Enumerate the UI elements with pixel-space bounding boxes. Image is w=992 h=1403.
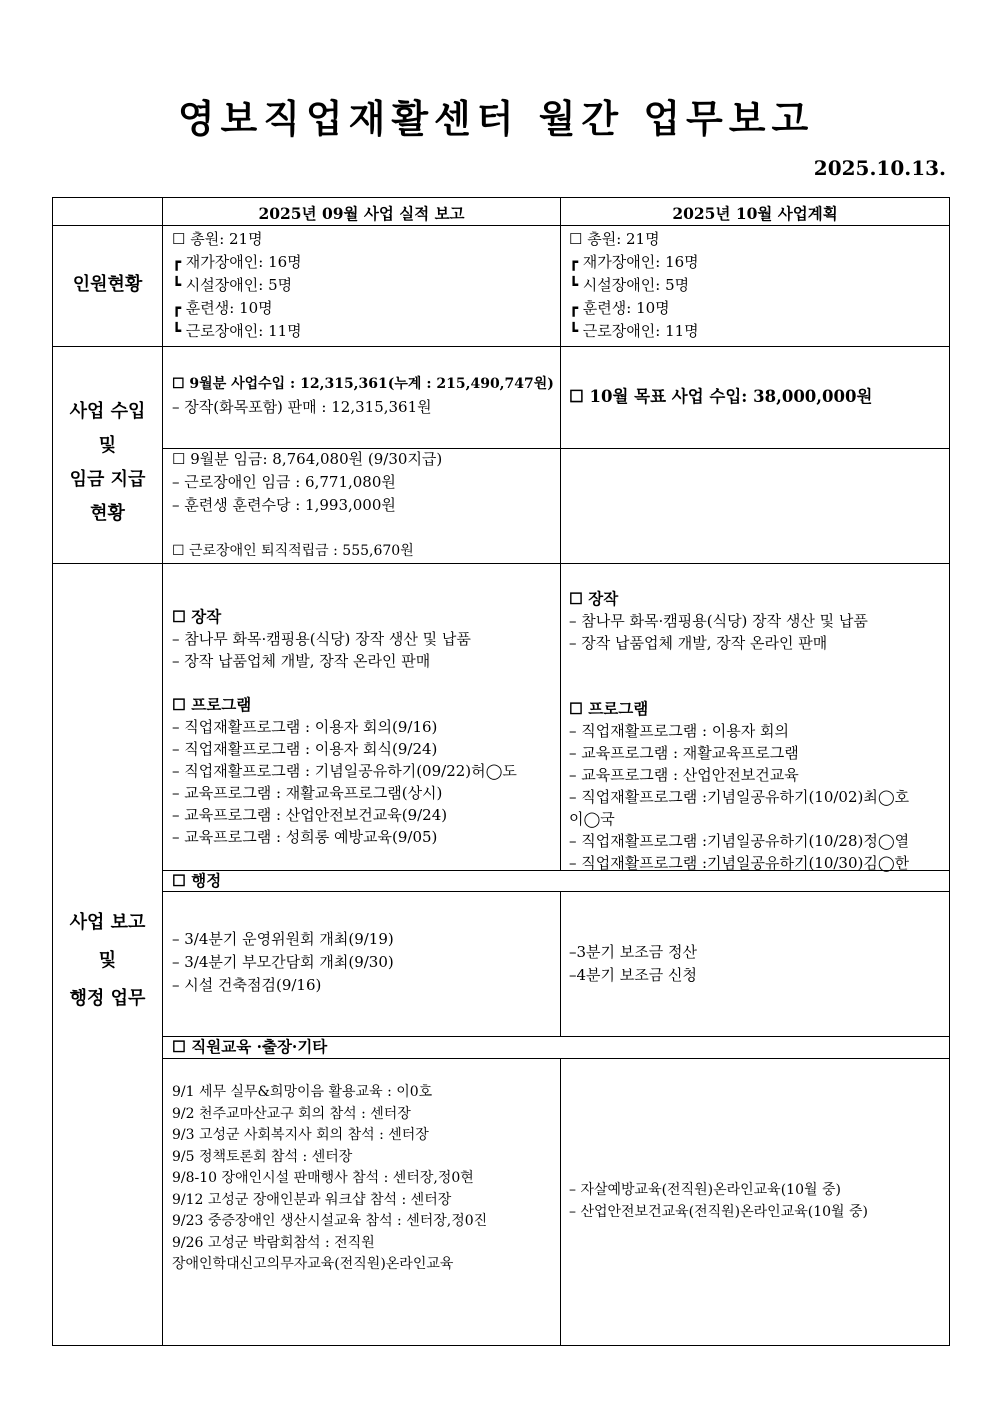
staff-october: ☐ 총원: 21명 ┏ 재가장애인: 16명 ┗ 시설장애인: 5명 ┏ 훈련생: 10명 ┗ 근로장애인: 11명 (569, 230, 699, 340)
training-october: – 자살예방교육(전직원)온라인교육(10월 중) – 산업안전보건교육(전직원)온라인교육(10월 중) (569, 1182, 868, 1220)
wages-september: ☐ 9월분 임금: 8,764,080원 (9/30지급) – 근로장애인 임금 : 6,771,080원 – 훈련생 훈련수당 : 1,993,000원 ☐ 근로장애인 퇴직적립금 : 555,670원 (172, 450, 443, 559)
revenue-target-october: ☐ 10월 목표 사업 수입: 38,000,000원 (569, 387, 873, 406)
column-divider (560, 1058, 561, 1345)
admin-september: – 3/4분기 운영위원회 개최(9/19) – 3/4분기 부모간담회 개최(9/30) – 시설 건축점검(9/16) (172, 930, 394, 994)
column-divider (560, 198, 561, 870)
training-september: 9/1 세무 실무&희망이음 활용교육 : 이0호 9/2 천주교마산교구 회의 참석 : 센터장 9/3 고성군 사회복지사 회의 참석 : 센터장 9/5 정책토론회 참석 : 센터장 9/8-10 장애인시설 판매행사 참석 : 센터장,정0현 9/12 고성군 장애인분과 워크샵 참석 : 센터장 9/23 중증장애인 생산시설교육 참석 : 센터장,정0진 9/26 고성군 박람회참석 : 전직원 장애인학대신고의무자교육(전직원)온라인교육 (172, 1084, 488, 1272)
label-staff: 인원현황 (72, 274, 143, 295)
staff-september: ☐ 총원: 21명 ┏ 재가장애인: 16명 ┗ 시설장애인: 5명 ┏ 훈련생: 10명 ┗ 근로장애인: 11명 (172, 230, 302, 340)
label-business: 사업 보고 및 행정 업무 (69, 912, 146, 1009)
report-date: 2025.10.13. (813, 156, 946, 180)
row-divider (53, 225, 949, 226)
column-divider (560, 891, 561, 1036)
revenue-september: ☐ 9월분 사업수입 : 12,315,361(누계 : 215,490,747원) – 장작(화목포함) 판매 : 12,315,361원 (172, 376, 554, 416)
business-september: ☐ 장작 – 참나무 화목·캠핑용(식당) 장작 생산 및 납품 – 장작 납품업체 개발, 장작 온라인 판매 ☐ 프로그램 – 직업재활프로그램 : 이용자 회의(9/16) – 직업재활프로그램 : 이용자 회식(9/24) – 직업재활프로그램 : 기념일공유하기(09/22)허◯도 – 교육프로그램 : 재활교육프로그램(상시) – 교육프로그램 : 산업안전보건교육(9/24) – 교육프로그램 : 성희롱 예방교육(9/05) (172, 607, 517, 846)
admin-october: –3분기 보조금 정산 –4분기 보조금 신청 (569, 943, 698, 984)
row-divider (163, 891, 949, 892)
training-section-title: ☐ 직원교육 ·출장·기타 (172, 1037, 328, 1056)
row-divider (53, 346, 949, 347)
report-table (52, 197, 950, 1346)
header-september: 2025년 09월 사업 실적 보고 (258, 204, 465, 223)
business-october: ☐ 장작 – 참나무 화목·캠핑용(식당) 장작 생산 및 납품 – 장작 납품업체 개발, 장작 온라인 판매 ☐ 프로그램 – 직업재활프로그램 : 이용자 회의 – 교육프로그램 : 재활교육프로그램 – 교육프로그램 : 산업안전보건교육 – 직업재활프로그램 :기념일공유하기(10/02)최◯호 이◯국 – 직업재활프로그램 :기념일공유하기(10/28)정◯열 – 직업재활프로그램 :기념일공유하기(10/30)김◯한 (569, 589, 910, 872)
header-october: 2025년 10월 사업계획 (672, 204, 838, 223)
document-title: 영보직업재활센터 월간 업무보고 (177, 96, 815, 141)
row-divider (53, 563, 949, 564)
admin-section-title: ☐ 행정 (172, 871, 222, 890)
row-divider (163, 1058, 949, 1059)
column-divider (162, 198, 163, 1345)
label-income: 사업 수입 및 임금 지급 현황 (69, 401, 146, 524)
